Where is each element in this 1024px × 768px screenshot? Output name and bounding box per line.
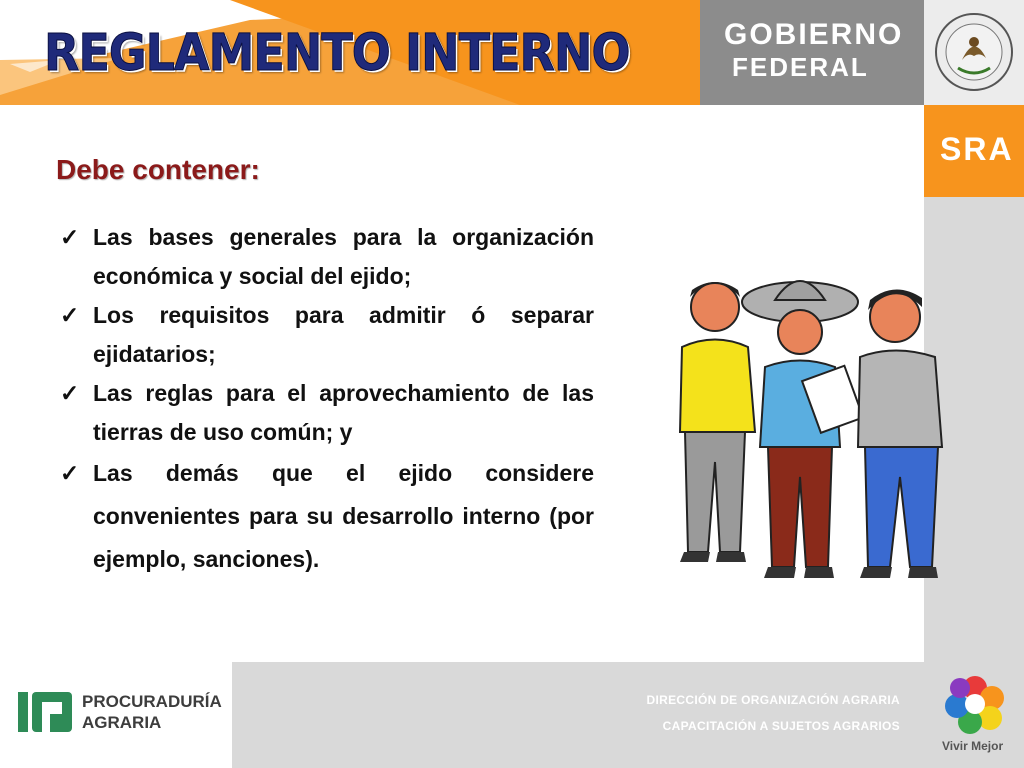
procuraduria-logo-icon	[18, 688, 78, 736]
sra-logo-text: SRA	[940, 131, 1014, 167]
procuraduria-agraria-logo	[82, 691, 222, 733]
check-icon: ✓	[60, 302, 80, 328]
agraria-text: AGRARIA	[82, 713, 162, 732]
footer-band	[232, 662, 924, 768]
check-icon: ✓	[60, 380, 80, 406]
mexico-seal-icon	[924, 0, 1024, 105]
farmer-left-figure	[680, 282, 755, 562]
requirements-list	[56, 218, 594, 581]
vivir-mejor-flower-icon	[940, 672, 1010, 736]
footer-department-text: DIRECCIÓN DE ORGANIZACIÓN AGRARIA	[646, 693, 900, 707]
list-item-text: Los requisitos para admitir ó separar ejidatarios;	[93, 302, 594, 367]
gobierno-federal-logo	[724, 20, 903, 80]
mexico-seal-panel	[924, 0, 1024, 105]
gobierno-text: GOBIERNO	[724, 18, 904, 51]
check-icon: ✓	[60, 460, 80, 486]
list-item	[56, 452, 594, 581]
procuraduria-text: PROCURADURÍA	[82, 692, 222, 711]
check-icon: ✓	[60, 224, 80, 250]
farmer-middle-figure	[742, 281, 863, 578]
page-title: REGLAMENTO INTERNO	[44, 24, 630, 83]
list-item	[56, 218, 594, 296]
vivir-mejor-text: Vivir Mejor	[942, 739, 1004, 753]
list-item-text: Las bases generales para la organización económica y social del ejido;	[93, 224, 594, 289]
list-item-text: Las reglas para el aprovechamiento de las tierras de uso común; y	[93, 380, 594, 445]
federal-text: FEDERAL	[732, 52, 869, 82]
section-subtitle: Debe contener:	[56, 154, 260, 185]
list-item-text: Las demás que el ejido considere convenientes para su desarrollo interno (por ejemplo, sanciones).	[93, 460, 594, 572]
list-item	[56, 374, 594, 452]
farmers-illustration	[660, 262, 952, 602]
footer-training-text: CAPACITACIÓN A SUJETOS AGRARIOS	[662, 719, 900, 733]
list-item	[56, 296, 594, 374]
farmer-right-figure	[858, 289, 942, 578]
